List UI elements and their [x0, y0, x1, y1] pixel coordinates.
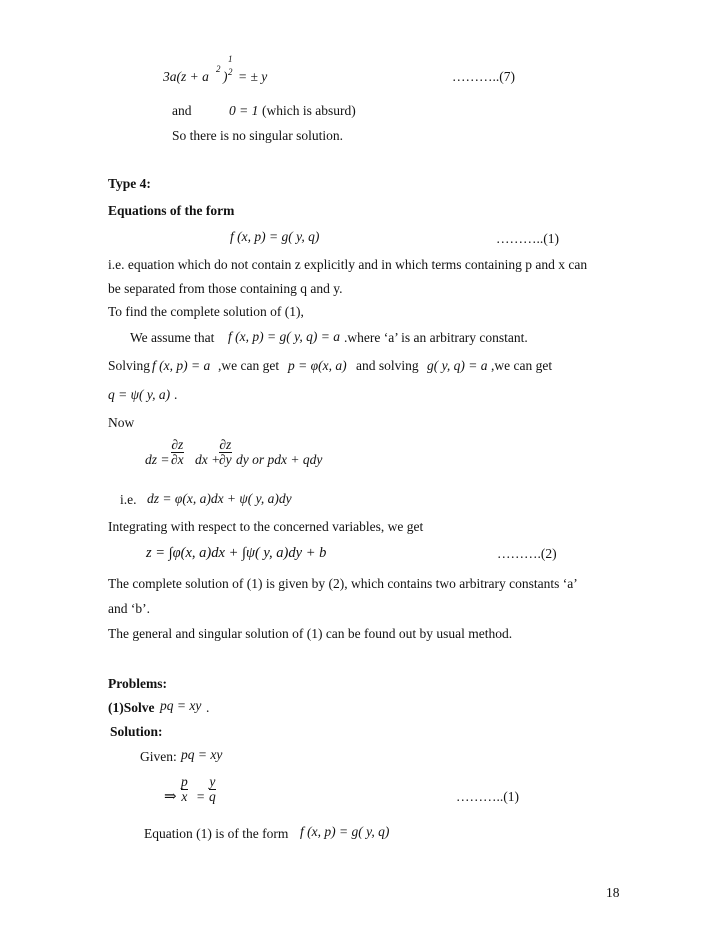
ratio-left-num: p	[181, 774, 188, 789]
problem1-dot: .	[206, 700, 210, 715]
para1-line2: be separated from those containing q and y.	[108, 281, 343, 296]
complete-line2: and ‘b’.	[108, 601, 150, 616]
eq2: z = ∫φ(x, a)dx + ∫ψ( y, a)dy + b	[146, 545, 327, 561]
dz-fraction-x-num: ∂z	[171, 437, 184, 452]
ratio-left-den: x	[181, 789, 188, 804]
dz-tail: dy or pdx + qdy	[236, 452, 323, 467]
dz-fraction-x-den: ∂x	[171, 452, 184, 467]
ie-text: i.e.	[120, 492, 137, 507]
problems-heading: Problems:	[108, 676, 167, 691]
ratio-fraction-left	[181, 775, 188, 804]
type4-eq1-label: ………..(1)	[496, 231, 559, 246]
problem1-label: (1)Solve	[108, 700, 155, 715]
assume-post: .where ‘a’ is an arbitrary constant.	[344, 330, 528, 345]
absurd-eq: 0 = 1	[229, 103, 259, 118]
general-text: The general and singular solution of (1) can be found out by usual method.	[108, 626, 513, 641]
solving2-post: ,we can get	[491, 358, 553, 373]
eq7-label: ………..(7)	[452, 69, 515, 84]
solving1-eq: f (x, p) = a	[152, 358, 211, 373]
type4-eq1: f (x, p) = g( y, q)	[230, 229, 320, 244]
eq7-exp-num: 1	[228, 54, 233, 64]
eq7-exp-den: 2	[228, 67, 233, 77]
no-singular-text: So there is no singular solution.	[172, 128, 343, 143]
given-eq: pq = xy	[181, 747, 223, 762]
ratio-right-den: q	[209, 789, 216, 804]
solving2-text: and solving	[356, 358, 419, 373]
integrating-text: Integrating with respect to the concerned variables, we get	[108, 519, 424, 534]
para2: To find the complete solution of (1),	[108, 304, 304, 319]
eq7-square: 2	[216, 64, 221, 74]
absurd-note: (which is absurd)	[262, 103, 356, 118]
q-dot: .	[174, 387, 178, 402]
given-text: Given:	[140, 749, 177, 764]
ratio-fraction-right	[209, 775, 216, 804]
type4-heading: Type 4:	[108, 176, 151, 191]
dz-lhs: dz =	[145, 452, 170, 467]
para1-line1: i.e. equation which do not contain z explicitly and in which terms containing p and x can	[108, 257, 588, 272]
dz-fraction-y-num: ∂z	[219, 437, 232, 452]
assume-text: We assume that	[130, 330, 215, 345]
solving1-text: Solving	[108, 358, 151, 373]
ratio-equals: =	[196, 789, 206, 804]
dz-fraction-y	[219, 438, 232, 467]
eq7-rhs: = ± y	[238, 69, 268, 84]
form-eq: f (x, p) = g( y, q)	[300, 824, 390, 839]
solving1-mid: ,we can get	[218, 358, 280, 373]
page-number: 18	[606, 885, 620, 900]
solving1-result: p = φ(x, a)	[288, 358, 347, 373]
solving2-eq: g( y, q) = a	[427, 358, 488, 373]
solution-heading: Solution:	[110, 724, 163, 739]
dz-mid: dx +	[195, 452, 221, 467]
now-text: Now	[108, 415, 135, 430]
dz-fraction-x	[171, 438, 184, 467]
ie-eq: dz = φ(x, a)dx + ψ( y, a)dy	[147, 491, 292, 506]
and-text: and	[172, 103, 192, 118]
problem1-eq: pq = xy	[160, 698, 202, 713]
ratio-right-num: y	[209, 774, 216, 789]
q-eq: q = ψ( y, a)	[108, 387, 171, 402]
form-text: Equation (1) is of the form	[144, 826, 289, 841]
eq2-label: ……….(2)	[497, 546, 557, 561]
ratio-label: ………..(1)	[456, 789, 519, 804]
type4-subheading: Equations of the form	[108, 203, 235, 218]
implies-symbol: ⇒	[164, 789, 177, 805]
eq7-close: )	[223, 69, 228, 84]
complete-line1: The complete solution of (1) is given by (2), which contains two arbitrary constants ‘a’	[108, 576, 578, 591]
dz-fraction-y-den: ∂y	[219, 452, 232, 467]
assume-eq: f (x, p) = g( y, q) = a	[228, 329, 340, 344]
eq7-lhs: 3a(z + a	[163, 69, 209, 84]
